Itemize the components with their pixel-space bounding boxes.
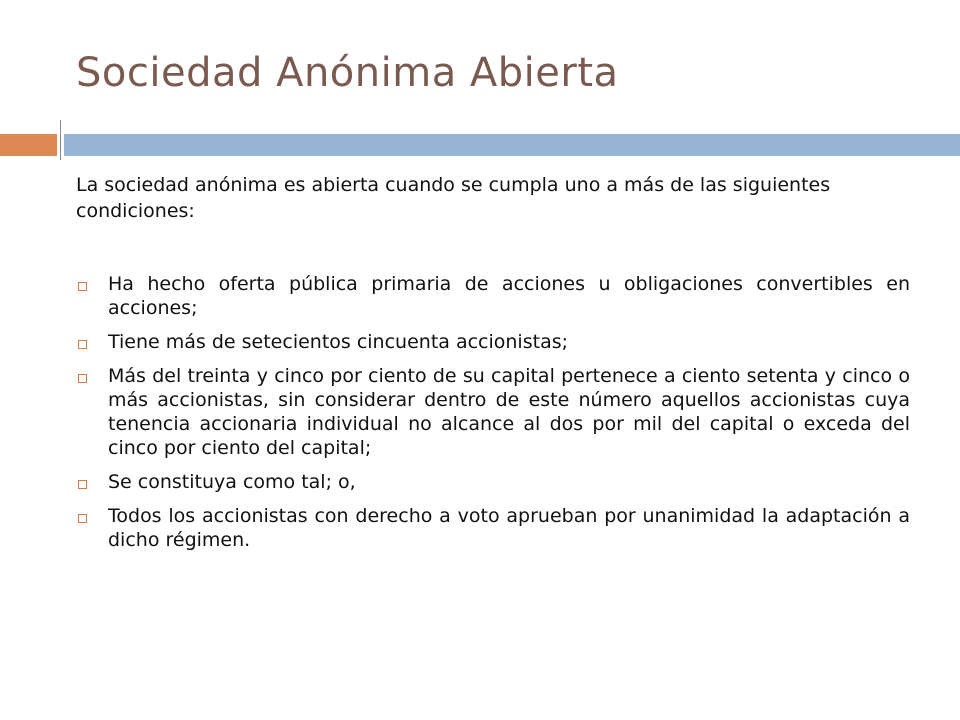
list-item <box>76 470 910 494</box>
list-item <box>76 330 910 354</box>
list-item-text: Ha hecho oferta pública primaria de acciones u obligaciones convertibles en acciones; <box>108 273 910 319</box>
divider-line <box>60 120 61 160</box>
header-bar <box>64 134 960 156</box>
intro-text: La sociedad anónima es abierta cuando se cumpla uno a más de las siguientes condiciones: <box>76 174 831 222</box>
square-bullet-icon <box>78 282 87 291</box>
bar-divider <box>57 120 64 720</box>
square-bullet-icon <box>78 340 87 349</box>
list-item-text: Todos los accionistas con derecho a voto aprueban por unanimidad la adaptación a dicho régimen. <box>108 505 910 551</box>
list-item <box>76 272 910 320</box>
square-bullet-icon <box>78 480 87 489</box>
list-item-text: Tiene más de setecientos cincuenta accionistas; <box>108 331 569 353</box>
square-bullet-icon <box>78 374 87 383</box>
list-item-text: Más del treinta y cinco por ciento de su capital pertenece a ciento setenta y cinco o más accionistas, sin considerar dentro de este número aquellos accionistas cuya tenencia accionaria individual no alcance al dos por mil del capital o exceda del cinco por ciento del capital; <box>108 365 910 459</box>
square-bullet-icon <box>78 514 87 523</box>
list-item-text: Se constituya como tal; o, <box>108 471 356 493</box>
accent-bar <box>0 134 57 156</box>
slide-title: Sociedad Anónima Abierta <box>76 50 619 96</box>
conditions-list <box>76 272 910 562</box>
list-item <box>76 504 910 552</box>
list-item <box>76 364 910 460</box>
